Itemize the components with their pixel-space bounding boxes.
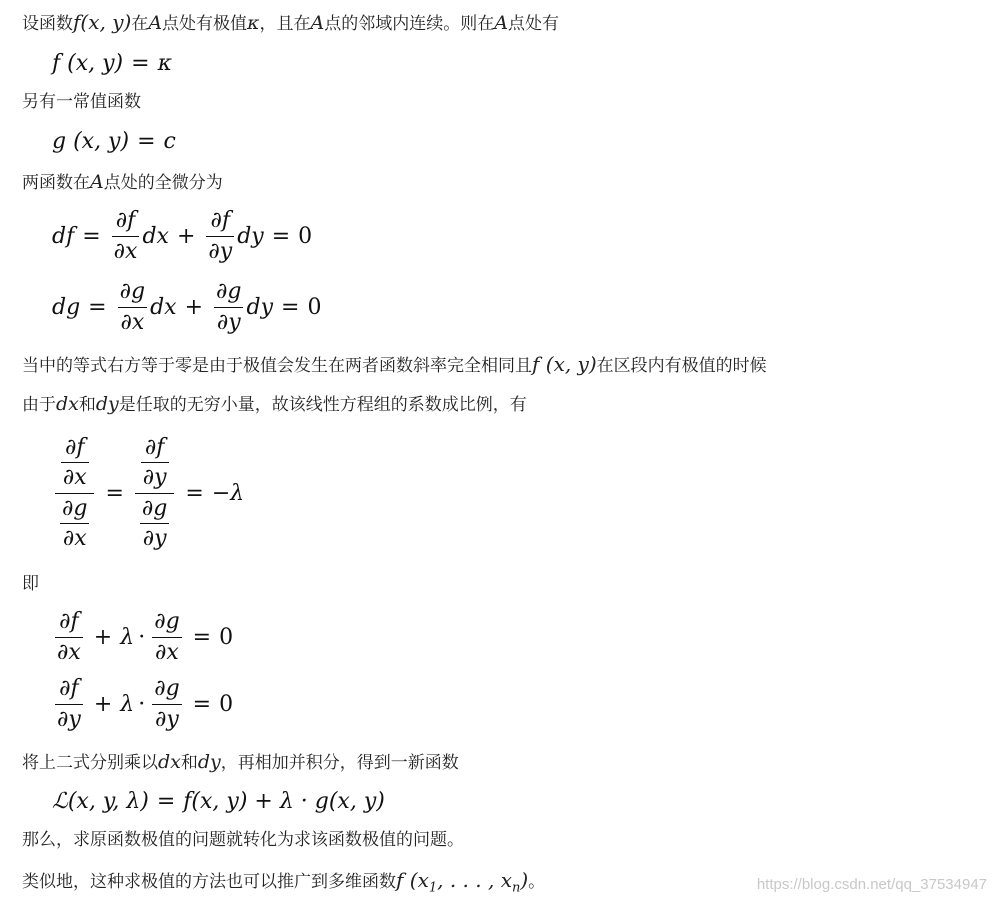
fraction-bar [140, 523, 169, 524]
equation-ratio-lambda [52, 426, 244, 560]
eq-sign: = [137, 128, 156, 154]
denominator: ∂x [62, 525, 87, 551]
denominator: ∂y [142, 525, 167, 551]
paragraph-constant-function [22, 89, 141, 115]
paragraph-namely [22, 571, 39, 597]
text-segment: 当中的等式右方等于零是由于极值会发生在两者函数斜率完全相同且 [22, 356, 532, 376]
fraction [112, 208, 140, 264]
differential: dy [237, 223, 264, 249]
text-segment: 点处的全微分为 [103, 173, 223, 193]
subscript: n [511, 880, 521, 896]
equation-g-equals-c [52, 125, 176, 157]
fraction-bar [60, 523, 89, 524]
plus-sign: + [93, 624, 113, 650]
equation-df: df = $\frac{\partial f}{\partial x}$ dx + $\frac{\partial f}{\partial y}$ dy = 0 [52, 208, 313, 264]
denominator: ∂y [208, 238, 233, 264]
denominator: ∂y [57, 706, 81, 732]
fraction [152, 609, 181, 665]
math-inline-f: f(x, y) [73, 10, 132, 34]
numerator: ∂g [216, 279, 242, 305]
fraction [118, 279, 147, 335]
differential: dy [246, 294, 273, 320]
text-segment: 和 [78, 395, 96, 415]
eq-lhs: dg [52, 294, 81, 320]
numerator: ∂g [62, 495, 88, 521]
denominator: ∂y [142, 465, 167, 491]
text-segment: 和 [180, 753, 198, 773]
text-segment: 类似地，这种求极值的方法也可以推广到多维函数 [22, 872, 396, 892]
eq-rhs: c [163, 128, 176, 154]
math-inline-f: f (x, y) [532, 352, 597, 376]
denominator: ∂x [57, 639, 81, 665]
denominator [135, 496, 174, 552]
math-inline-dx: dx [158, 751, 181, 773]
math-inline-A: A [310, 12, 325, 34]
plus-sign: + [176, 223, 196, 249]
paragraph-multiply-integrate [22, 749, 459, 776]
math-inline: ) [520, 868, 529, 892]
math-inline-dy: dy [95, 393, 119, 415]
fraction-bar [141, 462, 169, 463]
numerator: ∂f [59, 609, 79, 635]
numerator [136, 435, 174, 491]
fraction [140, 496, 169, 552]
eq-lhs: f (x, y) [52, 50, 124, 76]
eq-sign: = [105, 480, 124, 506]
numerator: ∂g [141, 495, 168, 521]
math-inline-A: A [494, 12, 508, 34]
fraction-bar [112, 236, 140, 237]
fraction [141, 435, 169, 491]
eq-rhs: −λ [211, 480, 245, 506]
paragraph-total-differential [22, 169, 223, 196]
fraction [55, 676, 83, 732]
paragraph-proportional [22, 391, 527, 418]
numerator: ∂g [119, 279, 146, 305]
numerator: ∂g [154, 609, 180, 635]
math-inline-A: A [148, 12, 163, 34]
eq-sign: = [192, 624, 212, 650]
fraction [152, 676, 181, 732]
fraction-bar [214, 307, 243, 308]
equation-partial-x [52, 604, 233, 670]
eq-sign: = [131, 50, 150, 76]
plus-sign: + [93, 691, 113, 717]
eq-lhs: g (x, y) [52, 128, 130, 154]
text-segment: 由于 [22, 395, 56, 415]
paragraph-generalization [22, 867, 545, 901]
numerator: ∂f [144, 434, 165, 460]
eq-lhs: ℒ(x, y, λ) [52, 788, 149, 814]
text-segment: 另有一常值函数 [22, 92, 141, 112]
math-inline: , . . . , x [437, 868, 512, 892]
text-segment: ，且在 [259, 14, 311, 34]
eq-rhs: f(x, y) + λ · g(x, y) [183, 788, 385, 814]
equation-f-equals-kappa [52, 47, 172, 79]
text-segment: ，再相加并积分，得到一新函数 [220, 753, 459, 773]
equation-lagrangian [52, 785, 385, 817]
text-segment: 。 [528, 872, 546, 892]
eq-rhs: 0 [219, 624, 234, 650]
text-segment: 即 [22, 574, 39, 594]
numerator: ∂g [154, 676, 180, 702]
denominator: ∂y [216, 309, 241, 335]
plus-sign: + [184, 294, 204, 320]
text-segment: 是任取的无穷小量，故该线性方程组的系数成比例，有 [118, 395, 527, 415]
fraction-bar [55, 493, 94, 494]
fraction-bar [55, 637, 83, 638]
watermark: https://blog.csdn.net/qq_37534947 [756, 876, 987, 893]
fraction-bar [135, 493, 174, 494]
eq-rhs: κ [157, 50, 172, 76]
subscript: 1 [428, 880, 438, 896]
math-inline-kappa: κ [247, 12, 260, 34]
fraction-bar [118, 307, 147, 308]
dot-operator: · [138, 624, 146, 650]
equation-partial-y [52, 671, 233, 737]
text-segment: 那么，求原函数极值的问题就转化为求该函数极值的问题。 [22, 830, 464, 850]
lambda-symbol: λ [120, 624, 135, 650]
text-segment: 在区段内有极值的时候 [596, 356, 767, 376]
numerator: ∂f [210, 208, 231, 234]
text-segment: 设函数 [22, 14, 73, 34]
numerator: ∂f [64, 434, 85, 460]
denominator: ∂x [155, 639, 179, 665]
differential: dx [142, 223, 169, 249]
denominator: ∂x [113, 238, 138, 264]
paragraph-conclusion [22, 827, 464, 853]
fraction-bar [61, 462, 89, 463]
eq-sign: = [192, 691, 212, 717]
eq-sign: = [185, 480, 204, 506]
differential: dx [150, 294, 177, 320]
fraction-bar [152, 704, 181, 705]
fraction-bar [55, 704, 83, 705]
numerator: ∂f [59, 676, 79, 702]
text-segment: 将上二式分别乘以 [22, 753, 158, 773]
eq-rhs: 0 [219, 691, 234, 717]
math-inline-dx: dx [56, 393, 79, 415]
text-segment: 点处有极值 [162, 14, 248, 34]
math-inline-A: A [90, 171, 104, 193]
denominator: ∂x [120, 309, 145, 335]
lambda-symbol: λ [120, 691, 135, 717]
paragraph-intro [22, 9, 559, 37]
fraction [214, 279, 243, 335]
denominator: ∂x [62, 465, 87, 491]
compound-fraction [55, 435, 94, 551]
math-inline-dy: dy [197, 751, 221, 773]
fraction [55, 609, 83, 665]
text-segment: 两函数在 [22, 173, 90, 193]
numerator: ∂f [115, 208, 136, 234]
math-inline-f: f (x [396, 868, 429, 892]
fraction [206, 208, 234, 264]
text-segment: 点处有 [507, 14, 559, 34]
fraction [61, 435, 89, 491]
denominator: ∂y [155, 706, 179, 732]
eq-rhs: 0 [298, 223, 313, 249]
text-segment: 点的邻域内连续。则在 [324, 14, 495, 34]
dot-operator: · [138, 691, 146, 717]
numerator [56, 435, 94, 491]
denominator [55, 496, 94, 552]
eq-lhs: df [52, 223, 75, 249]
fraction-bar [206, 236, 234, 237]
equation-dg: dg = $\frac{\partial g}{\partial x}$ dx + $\frac{\partial g}{\partial y}$ dy = 0 [52, 279, 322, 335]
eq-sign: = [156, 788, 176, 814]
fraction-bar [152, 637, 181, 638]
eq-rhs: 0 [307, 294, 322, 320]
text-segment: 在 [131, 14, 149, 34]
paragraph-explanation [22, 351, 767, 379]
compound-fraction [135, 435, 174, 551]
fraction [60, 496, 89, 552]
